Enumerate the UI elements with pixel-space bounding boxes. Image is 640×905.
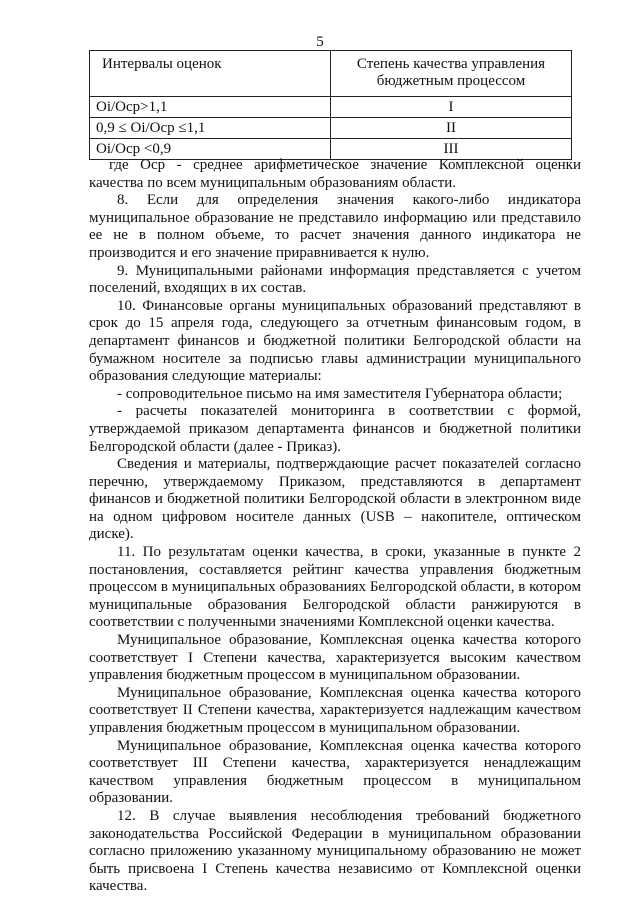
table-header-intervals: Интервалы оценок xyxy=(90,51,331,97)
table-header-grade: Степень качества управления бюджетным процессом xyxy=(331,51,572,97)
table-cell-interval: 0,9 ≤ Oi/Oср ≤1,1 xyxy=(90,118,331,139)
paragraph-11: 11. По результатам оценки качества, в сроки, указанные в пункте 2 постановления, составляется рейтинг качества управления бюджетным процессом в муниципальных образованиях Белгородской области, в котором муниципальные образования Белгородской области ранжируются в соответствии с полученными значениями Комплексной оценки качества. xyxy=(89,544,581,631)
list-item: - сопроводительное письмо на имя заместителя Губернатора области; xyxy=(117,385,563,402)
paragraph-10: 10. Финансовые органы муниципальных образований представляют в срок до 15 апреля года, следующего за отчетным финансовым годом, в департамент финансов и бюджетной политики Белгородской области на бумажном носителе за подписью главы администрации муниципального образования следующие материалы: xyxy=(89,297,581,385)
grades-table xyxy=(89,50,572,160)
list-item: - расчеты показателей мониторинга в соответствии с формой, утверждаемой приказом департамента финансов и бюджетной политики Белгородской области (далее - Приказ). xyxy=(89,403,581,455)
table-cell-interval: Oi/Oср <0,9 xyxy=(90,139,331,160)
paragraph-where-definition: где Оср - среднее арифметическое значение Комплексной оценки качества по всем муниципальным образованиям области. xyxy=(89,157,581,191)
paragraph-9: 9. Муниципальными районами информация представляется с учетом поселений, входящих в их состав. xyxy=(89,262,581,297)
paragraph-materials: Сведения и материалы, подтверждающие расчет показателей согласно перечню, утверждаемому Приказом, представляются в департамент финансов и бюджетной политики Белгородской области в электронном виде на одном цифровом носителе данных (USB – накопителе, оптическом диске). xyxy=(89,456,581,543)
paragraph-8: 8. Если для определения значения какого-либо индикатора муниципальное образование не представило информацию или представило ее не в полном объеме, то расчет значения данного индикатора не производится и его значение приравнивается к нулю. xyxy=(89,192,581,261)
paragraph-grade-1: Муниципальное образование, Комплексная оценка качества которого соответствует I Степени качества, характеризуется высоким качеством управления бюджетным процессом в муниципальном образовании. xyxy=(89,632,581,684)
page-number: 5 xyxy=(316,34,324,50)
body-text xyxy=(89,157,581,896)
paragraph-grade-3: Муниципальное образование, Комплексная оценка качества которого соответствует III Степени качества, характеризуется ненадлежащим качеством управления бюджетным процессом в муниципальном образовании. xyxy=(89,737,581,807)
paragraph-12: 12. В случае выявления несоблюдения требований бюджетного законодательства Российской Федерации в муниципальном образовании согласно приложению указанному муниципальному образованию не может быть присвоена I Степень качества независимо от Комплексной оценки качества. xyxy=(89,807,581,895)
table-cell-interval: Oi/Oср>1,1 xyxy=(90,97,331,118)
table-cell-grade: I xyxy=(331,97,572,118)
table-header-row xyxy=(90,51,572,97)
table-cell-grade: III xyxy=(331,139,572,160)
paragraph-grade-2: Муниципальное образование, Комплексная оценка качества которого соответствует II Степени качества, характеризуется надлежащим качеством управления бюджетным процессом в муниципальном образовании. xyxy=(89,684,581,736)
table-row xyxy=(90,118,572,139)
table-row xyxy=(90,97,572,118)
table-cell-grade: II xyxy=(331,118,572,139)
